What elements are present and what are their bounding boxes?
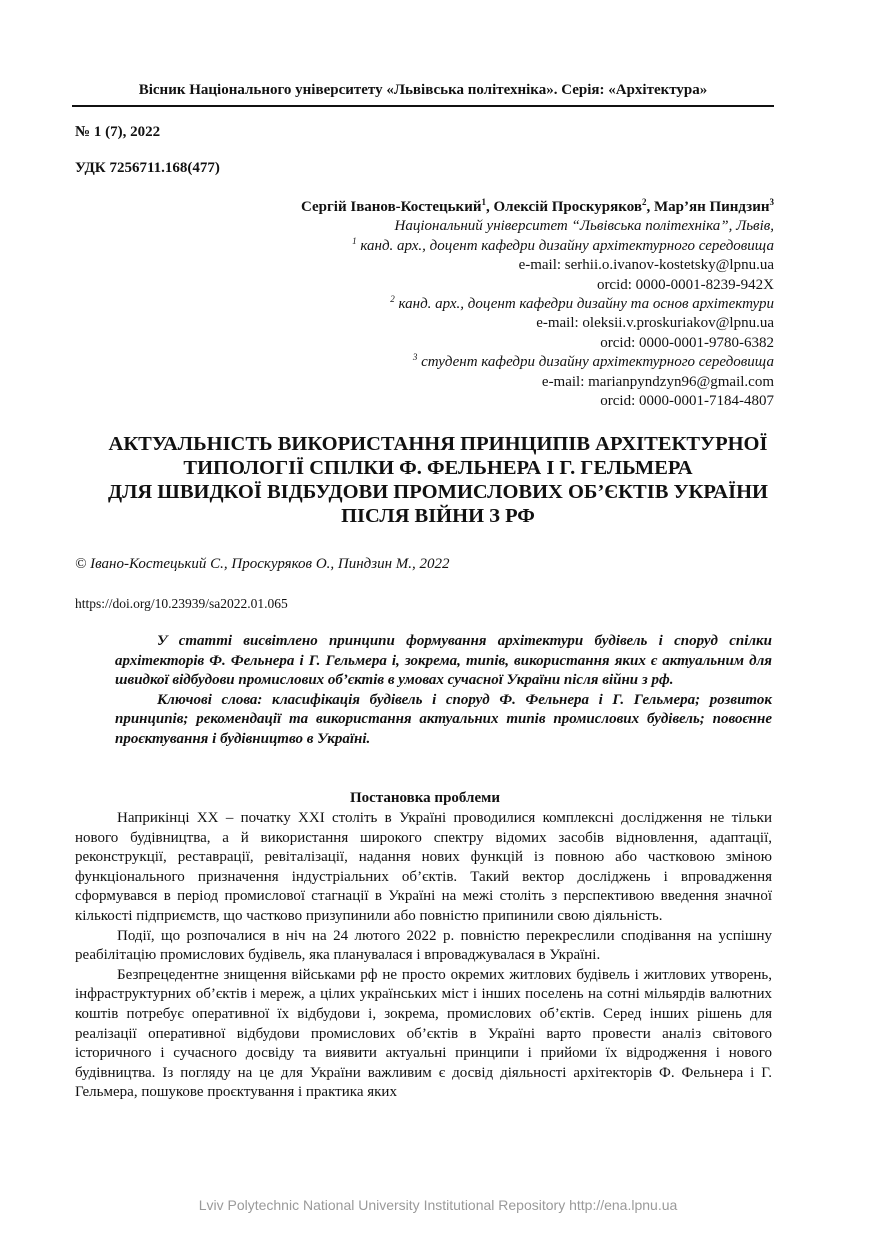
title-line: АКТУАЛЬНІСТЬ ВИКОРИСТАННЯ ПРИНЦИПІВ АРХІТЕКТУРНОЇ xyxy=(108,433,768,455)
copyright-line: © Івано-Костецький С., Проскуряков О., Пиндзин М., 2022 xyxy=(75,556,450,572)
author-position xyxy=(174,353,774,372)
paragraph: Наприкінці XX – початку XXI століть в Україні проводилися комплексні дослідження не тільки нового будівництва, а й використання широкого спектру відомих засобів відновлення, адаптації, реконструкції, реставрації, ревіталізації, надання нових функцій із повною або частковою зміною функціонального призначення індустріальних об’єктів. Такий вектор досліджень і впровадження сформувався в період промислової стагнації в Україні на межі століть з перспективою введення значної кількості підприємств, що частково призупинили або повністю припинили свою діяльність. xyxy=(75,810,772,924)
udc-code: УДК 7256711.168(477) xyxy=(75,160,220,176)
author-position xyxy=(174,295,774,314)
body-text xyxy=(75,809,772,1103)
position-sup: 2 xyxy=(390,294,395,305)
title-line: ТИПОЛОГІЇ СПІЛКИ Ф. ФЕЛЬНЕРА І Г. ГЕЛЬМЕРА xyxy=(183,457,693,479)
position-sup: 1 xyxy=(352,235,357,246)
abstract-summary: У статті висвітлено принципи формування архітектури будівель і споруд спілки архітекторів Ф. Фельнера і Г. Гельмера і, зокрема, типів, використання яких є актуальним для швидкої відбудови промислових об’єктів в умовах сучасної України після війни з рф. xyxy=(115,633,772,688)
paragraph: Події, що розпочалися в ніч на 24 лютого 2022 р. повністю перекреслили сподівання на успішну реабілітацію промислових будівель, яка планувалася і впроваджувалася в Україні. xyxy=(75,927,772,964)
author-names: Сергій Іванов-Костецький$^1$, Олексій Проскуряков$^2$, Мар’ян Пиндзин$^3$ xyxy=(300,197,774,215)
author-email: e-mail: oleksii.v.proskuriakov@lpnu.ua xyxy=(536,315,774,332)
author-orcid: orcid: 0000-0001-9780-6382 xyxy=(600,334,774,351)
author-email: e-mail: serhii.o.ivanov-kostetsky@lpnu.ua xyxy=(518,257,774,274)
author-position xyxy=(174,237,774,256)
affiliation: Національний університет “Львівська політехніка”, Львів, xyxy=(394,218,774,235)
author-sup: 3 xyxy=(769,197,774,207)
repository-footer: Lviv Polytechnic National University Institutional Repository http://ena.lpnu.ua xyxy=(198,1197,678,1213)
author-orcid: orcid: 0000-0001-8239-942X xyxy=(596,276,774,293)
author-name: Олексій Проскуряков xyxy=(493,199,642,215)
title-line: ПІСЛЯ ВІЙНИ З РФ xyxy=(341,505,535,527)
author-name: Сергій Іванов-Костецький xyxy=(300,199,482,215)
keywords: Ключові слова: класифікація будівель і споруд Ф. Фельнера і Г. Гельмера; розвиток принципів; рекомендації та використання актуальних типів промислових будівель; повоєнне проєктування і будівництво в Україні. xyxy=(115,691,772,747)
author-sup: 1 xyxy=(481,197,486,207)
title-line: ДЛЯ ШВИДКОЇ ВІДБУДОВИ ПРОМИСЛОВИХ ОБ’ЄКТІВ УКРАЇНИ xyxy=(108,481,768,503)
issue-number: № 1 (7), 2022 xyxy=(75,124,161,140)
author-orcid: orcid: 0000-0001-7184-4807 xyxy=(600,393,774,410)
author-name: Мар’ян Пиндзин xyxy=(653,199,770,215)
section-heading: Постановка проблеми xyxy=(350,790,500,806)
article-title xyxy=(72,432,804,528)
author-sup: 2 xyxy=(641,197,647,207)
position-text: студент кафедри дизайну архітектурного середовища xyxy=(421,354,774,371)
abstract xyxy=(115,632,772,749)
author-email: e-mail: marianpyndzyn96@gmail.com xyxy=(541,373,774,390)
position-text: канд. арх., доцент кафедри дизайну архітектурного середовища xyxy=(360,237,774,254)
position-text: канд. арх., доцент кафедри дизайну та основ архітектури xyxy=(398,296,774,313)
authors-block xyxy=(174,198,774,411)
journal-header: Вісник Національного університету «Львівська політехніка». Серія: «Архітектура» xyxy=(138,82,708,98)
position-sup: 3 xyxy=(412,352,418,363)
doi-link[interactable]: https://doi.org/10.23939/sa2022.01.065 xyxy=(75,596,288,611)
header-divider xyxy=(72,105,774,107)
paragraph: Безпрецедентне знищення військами рф не просто окремих житлових будівель і житлових утворень, інфраструктурних об’єктів і мереж, а цілих українських міст і інших поселень на сотні мільярдів валютних коштів потребує оперативної їх відбудови і, зокрема, промислових об’єктів. Серед інших рішень для реалізації оперативної відбудови промислових об’єктів в Україні варто провести аналіз світового історичного і сучасного досвіду та виявити актуальні принципи і прийоми їх відродження і нового будівництва. Із погляду на це для України важливим є досвід діяльності архітекторів Ф. Фельнера і Г. Гельмера, пошукове проєктування і практика яких xyxy=(75,966,772,1101)
